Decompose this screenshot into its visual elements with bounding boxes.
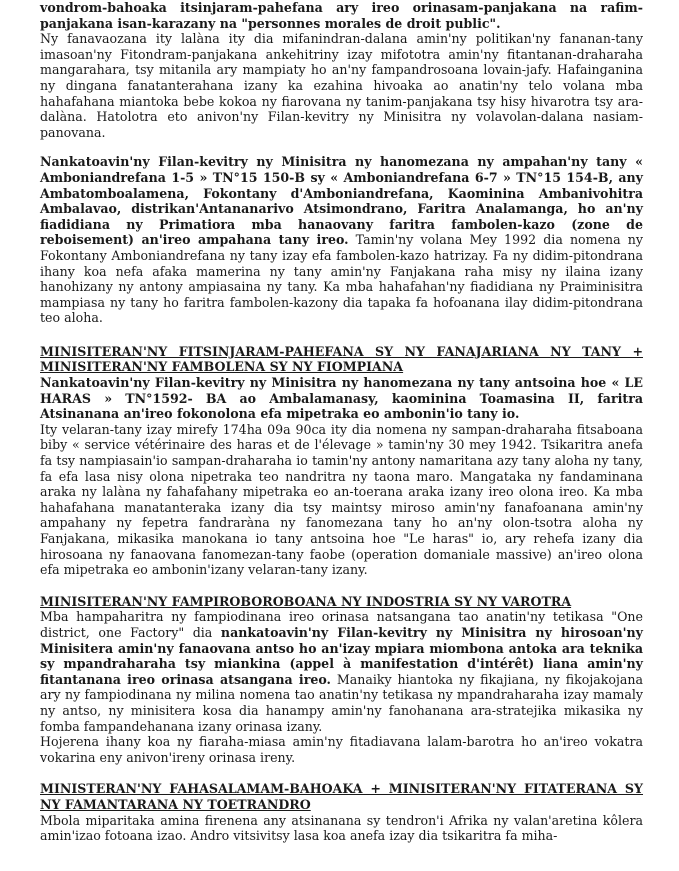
one-district-body-end: Manaiky hiantoka ny fikajiana, ny fikojakojana ary ny fampiodinana ny milina nomena tao anatin'ny tetikasa ny mpandraharaha izay mamaly ny antso, ny minisitera kosa dia hanampy amin'ny fanohanana ara-stratejika mikasika ny fomba fampandehanana izany orinasa izany. xyxy=(40,671,643,734)
le-haras-decision-paragraph xyxy=(40,375,643,422)
one-district-decision: nankatoavin'ny Filan-kevitry ny Minisitra ny hirosoan'ny Minisitera amin'ny fanaovana antso ho an'izay mpiara miombona antoka ara teknika sy mpandraharaha tsy miankina (appel à manifestation d'intérêt) liana amin'ny fitantanana ireo orinasa atsangana ireo. xyxy=(40,624,643,687)
section-heading-fitsinjaram-pahefana: MINISITERAN'NY FITSINJARAM-PAHEFANA SY NY FANAJARIANA NY TANY + MINISITERAN'NY FAMBOLENA SY NY FIOMPIANA xyxy=(40,343,643,375)
kolera-paragraph: Mbola miparitaka amina firenena any atsinanana sy tendron'i Afrika ny valan'aretina kôlera amin'izao fotoana izao. Andro vitsivitsy lasa koa anefa izay dia tsikaritra fa miha- xyxy=(40,812,643,844)
amboniandrefana-decision: Nankatoavin'ny Filan-kevitry ny Minisitra ny hanomezana ny ampahan'ny tany « Amboniandrefana 1-5 » TN°15 150-B sy « Amboniandrefana 6-7 » TN°15 154-B, any Ambatomboalamena, Fokontany d'Amboniandrefana, Kaominina Ambanivohitra Ambalavao, distrikan'Antananarivo Atsimondrano, Faritra Analamanga, ho an'ny fiadidiana ny Primatiora mba hanaovany faritra fambolen-kazo (zone de reboisement) an'ireo ampahana tany ireo. xyxy=(40,154,643,248)
document-page xyxy=(40,0,643,844)
intro-bold-text: vondrom-bahoaka itsinjaram-pahefana ary ireo orinasam-panjakana na rafim-panjakana isan-karazany na "personnes morales de droit public". xyxy=(40,0,643,31)
amboniandrefana-body: Tamin'ny volana Mey 1992 dia nomena ny Fokontany Amboniandrefana ny tany izay efa fambolen-kazo hatrizay. Fa ny didim-pitondrana ihany koa nefa afaka mamerina ny tany amin'ny Fanjakana raha misy ny ilaina izany hanohizany ny antony ampiasaina ny tany. Ka mba hahafahan'ny fiadidiana ny Praiminisitra mampiasa ny tany ho faritra fambolen-kazony dia tapaka fa hofoanana ilay didim-pitondrana teo aloha. xyxy=(40,232,643,326)
intro-paragraph: Ny fanavaozana ity lalàna ity dia mifanindran-dalana amin'ny politikan'ny fananan-tany imasoan'ny Fitondram-panjakana ankehitriny izay mifototra amin'ny fitantanan-draharaha mangarahara, tsy mitanila ary mampiaty ho an'ny fampandrosoana lovain-jafy. Hafainganina ny dingana fanatanterahana izany ka ezahina hivoaka ao anatin'ny telo volana mba hahafahana miantoka bebe kokoa ny fiarovana ny tanim-panjakana tsy hisy hivarotra tsy ara-dalàna. Hatolotra eto anivon'ny Filan-kevitry ny Minisitra ny volavolan-dalana nasiam-panovana. xyxy=(40,31,643,140)
one-district-paragraph xyxy=(40,609,643,734)
intro-paragraph-continued xyxy=(40,0,643,31)
amboniandrefana-paragraph xyxy=(40,154,643,326)
section-heading-indostria: MINISITERAN'NY FAMPIROBOROBOANA NY INDOSTRIA SY NY VAROTRA xyxy=(40,593,572,609)
one-district-paragraph-2: Hojerena ihany koa ny fiaraha-miasa amin'ny fitadiavana lalam-barotra ho an'ireo vokatra vokarina eny anivon'ireny orinasa ireny. xyxy=(40,734,643,765)
le-haras-decision: Nankatoavin'ny Filan-kevitry ny Minisitra ny hanomezana ny tany antsoina hoe « LE HARAS » TN°1592- BA ao Ambalamanasy, kaominina Toamasina II, faritra Atsinanana an'ireo fokonolona efa mipetraka eo ambonin'io tany io. xyxy=(40,375,643,422)
le-haras-body: Ity velaran-tany izay mirefy 174ha 09a 90ca ity dia nomena ny sampan-draharaha fitsaboana biby « service vétérinaire des haras et de l'élevage » tamin'ny 30 mey 1942. Tsikaritra anefa fa tsy nampiasain'io sampan-draharaha io tamin'ny antony namaritana azy tany aloha ny tany, fa efa lasa nisy olona nipetraka teo nandritra ny taona maro. Mangataka ny fandaminana araka ny lalàna ny fahafahany mipetraka eo an-toerana araka izany ireo olona ireo. Ka mba hahafahana manatanteraka izany dia tsy maintsy miroso amin'ny fanafoanana amin'ny ampahany ny fepetra fandraràna ny fanomezana tany ho an'ny olon-tsotra aloha ny Fanjakana, mikasika manokana io tany antsoina hoe "Le haras" io, ary rehefa izany dia hirosoana ny fanaovana fanomezan-tany faobe (operation domaniale massive) an'ireo olona efa mipetraka eo ambonin'izany velaran-tany izany. xyxy=(40,421,643,578)
section-heading-fahasalamam-bahoaka: MINISTERAN'NY FAHASALAMAM-BAHOAKA + MINISITERAN'NY FITATERANA SY NY FAMANTARANA NY TOETRANDRO xyxy=(40,781,643,812)
one-district-body-start: Mba hampaharitra ny fampiodinana ireo orinasa natsangana tao anatin'ny tetikasa "One district, one Factory" dia xyxy=(40,609,643,640)
